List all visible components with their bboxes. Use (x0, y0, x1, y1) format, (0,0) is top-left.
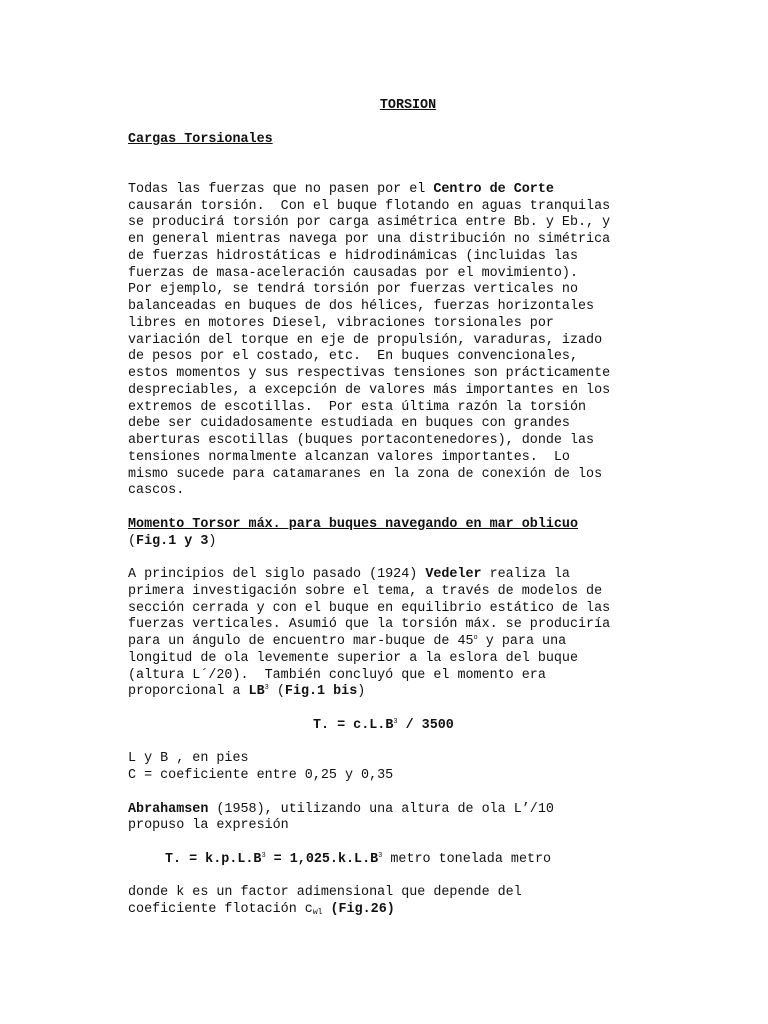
text-line: propuso la expresión (128, 818, 289, 834)
superscript: 3 (378, 851, 383, 860)
text-line: extremos de escotillas. Por esta última razón la torsión (128, 399, 587, 415)
text-line: balanceadas en buques de dos hélices, fuerzas horizontales (128, 299, 595, 314)
variable-definitions (128, 751, 688, 785)
superscript: o (473, 634, 478, 642)
text-line: aberturas escotillas (buques portacontenedores), donde las (128, 433, 595, 448)
paragraph-closing (128, 885, 688, 919)
text-line: primera investigación sobre el tema, a través de modelos de (128, 583, 603, 599)
superscript: 3 (261, 851, 266, 860)
bold-text: Fig.1 bis (284, 684, 358, 700)
text-line: libres en motores Diesel, vibraciones torsionales por (128, 315, 554, 331)
bold-text: / 3500 (397, 717, 454, 733)
text-line: causarán torsión. Con el buque flotando en aguas tranquilas (128, 198, 611, 214)
text-line: de fuerzas hidrostáticas e hidrodinámicas (incluidas las (128, 248, 578, 264)
bold-text: Fig.1 y 3 (136, 533, 209, 549)
text-line: en general mientras navega por una distribución no simétrica (128, 232, 611, 247)
text-line: sección cerrada y con el buque en equilibrio estático de las (128, 600, 611, 616)
text-line: fuerzas de masa-aceleración causadas por el movimiento). (128, 265, 578, 281)
paragraph-abrahamsen (128, 802, 688, 836)
text-line (128, 517, 688, 534)
page-title: TORSION (379, 98, 437, 113)
text-line: proporcional a $LB^3$ (Fig.1 bis) (128, 684, 366, 700)
text-line: (altura L´/20). También concluyó que el momento era (128, 667, 546, 683)
text-line: se producirá torsión por carga asimétrica entre Bb. y Eb., y (128, 215, 611, 231)
bold-underlined-text: Momento Torsor máx. para buques navegando en mar oblicuo (128, 516, 578, 532)
section-heading-cargas: Cargas Torsionales (128, 131, 273, 147)
section-heading-momento (128, 517, 688, 551)
document-page (128, 98, 688, 919)
text-line: tensiones normalmente alcanzan valores importantes. Lo (128, 449, 570, 465)
bold-text: Centro de Corte (433, 181, 554, 197)
bold-text: T. = k.p.L.B (165, 851, 262, 867)
paragraph-vedeler (128, 567, 688, 701)
bold-text: (Fig.26) (330, 902, 395, 917)
paragraph-cargas (128, 182, 688, 500)
bold-text: Abrahamsen (128, 801, 209, 817)
subscript: wl (312, 908, 323, 917)
text-line: longitud de ola levemente superior a la eslora del buque (128, 650, 578, 666)
text-line: Todas las fuerzas que no pasen por el Centro de Corte (128, 181, 554, 197)
text-line: fuerzas verticales. Asumió que la torsión máx. se produciría (128, 617, 611, 633)
text-line: C = coeficiente entre 0,25 y 0,35 (128, 768, 394, 783)
bold-text: LB (248, 684, 265, 700)
text-line: cascos. (128, 483, 185, 499)
formula-vedeler (128, 718, 688, 735)
text-line: para un ángulo de encuentro mar-buque de 45$^o$ y para una (128, 634, 567, 649)
bold-text: T. = c.L.B (313, 717, 394, 733)
text-line: debe ser cuidadosamente estudiada en buques con grandes (128, 416, 570, 432)
text-line: estos momentos y sus respectivas tensiones son prácticamente (128, 366, 611, 381)
text-line: (Fig.1 y 3) (128, 533, 217, 549)
text-line: despreciables, a excepción de valores más importantes en los (128, 382, 611, 398)
text-line: L y B , en pies (128, 751, 249, 767)
text-line: Abrahamsen (1958), utilizando una altura de ola L’/10 (128, 801, 554, 817)
text-line: Por ejemplo, se tendrá torsión por fuerzas verticales no (128, 282, 578, 298)
text-line: coeficiente flotación $c_{wl}$ (Fig.26) (128, 902, 395, 917)
text-line: de pesos por el costado, etc. En buques convencionales, (128, 349, 578, 365)
text-line: mismo sucede para catamaranes en la zona de conexión de los (128, 466, 603, 482)
formula-abrahamsen: T. = $k.p.L.B^3 = 1,025.k.L.B^3$ metro tonelada metro (165, 851, 552, 867)
text-line: variación del torque en eje de propulsión, varaduras, izado (128, 332, 603, 348)
bold-text: = 1,025.k.L.B (265, 851, 379, 867)
text-line: donde k es un factor adimensional que depende del (128, 885, 522, 901)
text-line: A principios del siglo pasado (1924) Vedeler realiza la (128, 567, 570, 582)
superscript: 3 (264, 684, 269, 693)
superscript: 3 (393, 717, 398, 726)
bold-text: Vedeler (425, 567, 482, 582)
